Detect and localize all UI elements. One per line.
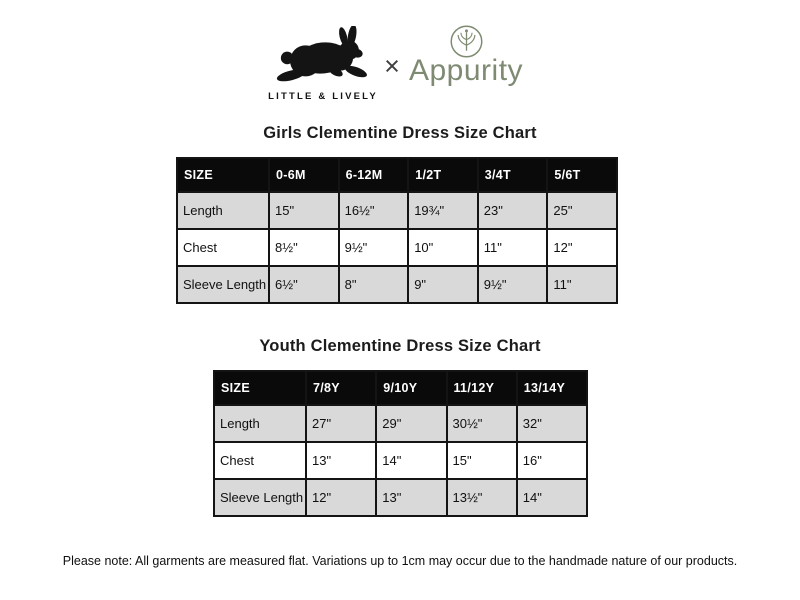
youth-size-table-wrap	[213, 370, 588, 517]
measurement-cell: 11"	[547, 266, 617, 303]
table-row	[177, 266, 617, 303]
measurement-cell: 8½"	[269, 229, 339, 266]
measurement-cell: 16"	[517, 442, 587, 479]
measurement-cell: 10"	[408, 229, 478, 266]
measurement-cell: 12"	[547, 229, 617, 266]
measurement-cell: 14"	[517, 479, 587, 516]
table-row	[214, 479, 587, 516]
row-label: Chest	[177, 229, 269, 266]
measurement-cell: 13"	[306, 442, 376, 479]
size-column-header: 3/4T	[478, 158, 548, 192]
row-label: Sleeve Length	[214, 479, 306, 516]
row-label: Length	[177, 192, 269, 229]
measurement-cell: 30½"	[447, 405, 517, 442]
measurement-cell: 12"	[306, 479, 376, 516]
measurement-cell: 23"	[478, 192, 548, 229]
size-header-cell: SIZE	[177, 158, 269, 192]
collab-x-symbol: ×	[384, 51, 400, 81]
row-label: Sleeve Length	[177, 266, 269, 303]
measurement-cell: 19¾"	[408, 192, 478, 229]
appurity-wordmark: Appurity	[408, 54, 524, 87]
measurement-cell: 29"	[376, 405, 446, 442]
girls-chart-title: Girls Clementine Dress Size Chart	[263, 124, 537, 142]
size-header-cell: SIZE	[214, 371, 306, 405]
girls-size-table-wrap	[176, 157, 618, 304]
table-row	[214, 405, 587, 442]
youth-chart-title: Youth Clementine Dress Size Chart	[259, 337, 541, 355]
size-column-header: 7/8Y	[306, 371, 376, 405]
size-column-header: 1/2T	[408, 158, 478, 192]
appurity-logo	[404, 23, 528, 86]
size-column-header: 0-6M	[269, 158, 339, 192]
measurement-cell: 6½"	[269, 266, 339, 303]
measurement-cell: 9½"	[478, 266, 548, 303]
size-column-header: 11/12Y	[447, 371, 517, 405]
measurement-cell: 9"	[408, 266, 478, 303]
row-label: Length	[214, 405, 306, 442]
size-column-header: 13/14Y	[517, 371, 587, 405]
measurement-cell: 25"	[547, 192, 617, 229]
youth-size-table	[213, 370, 588, 517]
measurement-cell: 8"	[339, 266, 409, 303]
size-column-header: 6-12M	[339, 158, 409, 192]
measurement-cell: 14"	[376, 442, 446, 479]
rabbit-icon	[274, 26, 372, 88]
measurement-cell: 13"	[376, 479, 446, 516]
table-row	[214, 442, 587, 479]
measurement-cell: 15"	[269, 192, 339, 229]
measurement-cell: 27"	[306, 405, 376, 442]
measurement-cell: 16½"	[339, 192, 409, 229]
measurement-cell: 32"	[517, 405, 587, 442]
measurement-cell: 15"	[447, 442, 517, 479]
table-row	[177, 229, 617, 266]
size-column-header: 5/6T	[547, 158, 617, 192]
size-column-header: 9/10Y	[376, 371, 446, 405]
table-row	[177, 192, 617, 229]
measurement-note: Please note: All garments are measured flat. Variations up to 1cm may occur due to the handmade nature of our products.	[62, 554, 738, 568]
measurement-cell: 9½"	[339, 229, 409, 266]
girls-size-table	[176, 157, 618, 304]
little-and-lively-logo	[274, 26, 372, 88]
little-and-lively-wordmark: LITTLE & LIVELY	[268, 91, 378, 102]
measurement-cell: 13½"	[447, 479, 517, 516]
measurement-cell: 11"	[478, 229, 548, 266]
row-label: Chest	[214, 442, 306, 479]
